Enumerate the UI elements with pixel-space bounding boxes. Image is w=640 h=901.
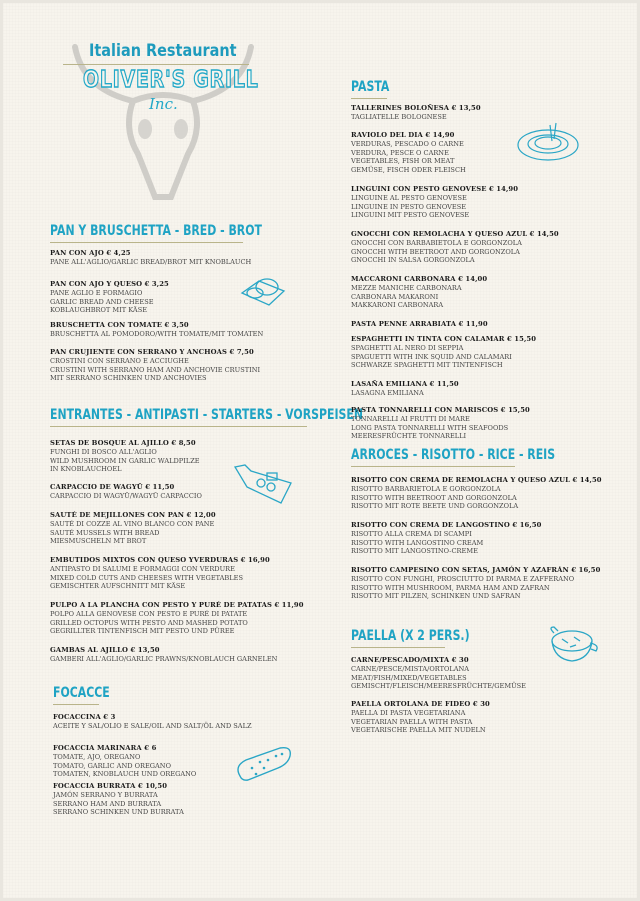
- menu-item-description: MEZZE MANICHE CARBONARA: [351, 283, 462, 292]
- menu-item: [351, 380, 459, 398]
- bread-board-icon: [239, 273, 287, 309]
- menu-item-description: VEGETARIAN PAELLA WITH PASTA: [351, 717, 473, 726]
- menu-item-description: RISOTTO CON FUNGHI, PROSCIUTTO DI PARMA E ZAFFERANO: [351, 574, 575, 583]
- menu-item: [351, 275, 487, 310]
- menu-item: [50, 348, 260, 383]
- menu-item-title: PULPO A LA PLANCHA CON PESTO Y PURÉ DE PATATAS € 11,90: [50, 601, 304, 609]
- menu-item-description: ANTIPASTO DI SALUMI E FORMAGGI CON VERDURE: [50, 564, 235, 573]
- menu-item-description: POLPO ALLA GENOVESE CON PESTO E PURÉ DI PATATE: [50, 609, 248, 618]
- menu-item-description: MEAT/FISH/MIXED/VEGETABLES: [351, 673, 467, 682]
- menu-item: [50, 321, 263, 339]
- section-divider: [50, 426, 307, 427]
- menu-item-description: SAUTÉ DI COZZE AL VINO BLANCO CON PANE: [50, 519, 215, 528]
- menu-item-description: CROSTINI CON SERRANO E ACCIUGHE: [50, 356, 189, 365]
- menu-item-description: VERDURAS, PESCADO O CARNE: [351, 139, 464, 148]
- menu-item-description: KOBLAUGHBROT MIT KÄSE: [50, 306, 148, 315]
- menu-item: [50, 280, 169, 315]
- menu-item: [351, 656, 526, 691]
- menu-item-description: PAELLA DI PASTA VEGETARIANA: [351, 708, 466, 717]
- menu-item-title: CARPACCIO DE WAGYŪ € 11,50: [50, 483, 175, 491]
- menu-item-description: SCHWARZE SPAGHETTI MIT TINTENFISCH: [351, 361, 503, 370]
- menu-item-title: FOCACCIA MARINARA € 6: [53, 744, 157, 752]
- menu-item-description: LINGUINE IN PESTO GENOVESE: [351, 202, 467, 211]
- menu-item-description: TOMATE, AJO, OREGANO: [53, 752, 141, 761]
- menu-item: [351, 185, 518, 220]
- menu-item-title: LINGUINI CON PESTO GENOVESE € 14,90: [351, 185, 519, 193]
- menu-item: [53, 782, 184, 817]
- menu-item-description: GNOCCHI WITH BEETROOT AND GORGONZOLA: [351, 247, 520, 256]
- menu-item-title: LASAÑA EMILIANA € 11,50: [351, 380, 459, 388]
- menu-item-description: LINGUINI MIT PESTO GENOVESE: [351, 211, 470, 220]
- menu-item-title: PASTA TONNARELLI CON MARISCOS € 15,50: [351, 406, 530, 414]
- menu-item: [351, 476, 602, 511]
- menu-item-title: BRUSCHETTA CON TOMATE € 3,50: [50, 321, 189, 329]
- menu-item-description: IN KNOBLAUCHOEL: [50, 465, 122, 474]
- menu-item-description: LONG PASTA TONNARELLI WITH SEAFOODS: [351, 423, 509, 432]
- menu-item-title: GAMBAS AL AJILLO € 13,50: [50, 646, 160, 654]
- menu-item-description: RISOTTO BARBARIETOLA E GORGONZOLA: [351, 484, 501, 493]
- menu-item-description: SERRANO SCHINKEN UND BURRATA: [53, 808, 184, 817]
- menu-item: [53, 713, 252, 731]
- menu-item-description: TOMATO, GARLIC AND OREGANO: [53, 761, 171, 770]
- menu-item-title: MACCARONI CARBONARA € 14,00: [351, 275, 488, 283]
- section-title-pasta: PASTA: [351, 79, 390, 95]
- menu-item: [53, 744, 196, 779]
- menu-item: [351, 406, 530, 441]
- menu-item-description: RISOTTO MIT LANGOSTINO-CREME: [351, 547, 478, 556]
- menu-item-description: MEERESFRÜCHTE TONNARELLI: [351, 432, 467, 441]
- menu-item-description: VEGETABLES, FISH OR MEAT: [351, 157, 455, 166]
- restaurant-suffix: Inc.: [149, 95, 178, 113]
- menu-item: [50, 439, 200, 474]
- menu-item-description: ACEITE Y SAL/OLIO E SALE/OIL AND SALT/ÖL AND SALZ: [53, 721, 252, 730]
- menu-item-description: GEMÜSE, FISCH ODER FLEISCH: [351, 166, 466, 175]
- menu-item-description: GEGRILLTER TINTENFISCH MIT PESTO UND PÜREE: [50, 627, 235, 636]
- menu-item-description: PANE ALL'AGLIO/GARLIC BREAD/BROT MIT KNOBLAUCH: [50, 257, 252, 266]
- menu-item-description: CARNE/PESCE/MISTA/ORTOLANA: [351, 664, 470, 673]
- section-divider: [351, 98, 387, 99]
- menu-item-description: TONNARELLI AI FRUTTI DI MARE: [351, 414, 470, 423]
- menu-item-description: GNOCCHI CON BARBABIETOLA E GORGONZOLA: [351, 238, 522, 247]
- section-divider: [351, 647, 445, 648]
- menu-item: [50, 249, 251, 267]
- menu-item-title: FOCACCIA BURRATA € 10,50: [53, 782, 168, 790]
- menu-item-description: GEMISCHT/FLEISCH/MEERESFRÜCHTE/GEMÜSE: [351, 682, 526, 691]
- menu-item: [50, 556, 270, 591]
- menu-item-title: RISOTTO CAMPESINO CON SETAS, JAMÓN Y AZAFRÁN € 16,50: [351, 566, 601, 574]
- menu-item-title: PAN CON AJO € 4,25: [50, 249, 131, 257]
- menu-item-description: RISOTTO WITH LANGOSTINO CREAM: [351, 538, 484, 547]
- section-divider: [53, 704, 99, 705]
- section-title-paella: PAELLA (X 2 PERS.): [351, 628, 470, 644]
- section-title-entrantes: ENTRANTES - ANTIPASTI - STARTERS - VORSPEISEN: [50, 407, 363, 423]
- menu-item-description: VEGETARISCHE PAELLA MIT NUDELN: [351, 726, 486, 735]
- menu-item-description: CRUSTINI WITH SERRANO HAM AND ANCHOVIE CRUSTINI: [50, 365, 261, 374]
- menu-item-title: FOCACCINA € 3: [53, 713, 116, 721]
- menu-item-description: LASAGNA EMILIANA: [351, 388, 424, 397]
- menu-item-title: GNOCCHI CON REMOLACHA Y QUESO AZUL € 14,50: [351, 230, 559, 238]
- menu-item-description: MAKKARONI CARBONARA: [351, 301, 444, 310]
- menu-item-description: CARPACCIO DI WAGYŪ/WAGYŪ CARPACCIO: [50, 491, 202, 500]
- menu-item-description: SPAGHETTI AL NERO DI SEPPIA: [351, 343, 464, 352]
- menu-item-description: MIESMUSCHELN MT BROT: [50, 537, 147, 546]
- menu-item: [351, 320, 488, 329]
- menu-item-title: CARNE/PESCADO/MIXTA € 30: [351, 656, 469, 664]
- section-title-pan: PAN Y BRUSCHETTA - BRED - BROT: [50, 223, 262, 239]
- menu-item-description: VERDURA, PESCE O CARNE: [351, 148, 449, 157]
- section-divider: [50, 242, 243, 243]
- menu-item: [50, 483, 202, 501]
- menu-page: [3, 3, 637, 898]
- menu-item-title: SAUTÉ DE MEJILLONES CON PAN € 12,00: [50, 511, 216, 519]
- menu-item-title: RISOTTO CON CREMA DE REMOLACHA Y QUESO AZUL € 14,50: [351, 476, 602, 484]
- menu-item-description: JAMÓN SERRANO Y BURRATA: [53, 790, 158, 799]
- menu-item-description: RISOTTO WITH MUSHROOM, PARMA HAM AND ZAFRAN: [351, 583, 550, 592]
- menu-item-description: GNOCCHI IN SALSA GORGONZOLA: [351, 256, 475, 265]
- menu-item-description: MIXED COLD CUTS AND CHEESES WITH VEGETABLES: [50, 573, 243, 582]
- menu-item-description: WILD MUSHROOM IN GARLIC WALDPILZE: [50, 456, 200, 465]
- menu-item-title: RISOTTO CON CREMA DE LANGOSTINO € 16,50: [351, 521, 542, 529]
- menu-item: [351, 131, 466, 175]
- menu-item-title: RAVIOLO DEL DIA € 14,90: [351, 131, 455, 139]
- logo-divider: [63, 64, 249, 65]
- menu-item: [50, 646, 277, 664]
- menu-item: [50, 601, 304, 636]
- section-divider: [351, 466, 515, 467]
- menu-item-description: GRILLED OCTOPUS WITH PESTO AND MASHED POTATO: [50, 618, 248, 627]
- menu-item-title: PAELLA ORTOLANA DE FIDEO € 30: [351, 700, 490, 708]
- menu-item: [351, 700, 490, 735]
- menu-item-description: RISOTTO WITH BEETROOT AND GORGONZOLA: [351, 493, 517, 502]
- menu-item-description: TAGLIATELLE BOLOGNESE: [351, 112, 447, 121]
- menu-item-description: FUNGHI DI BOSCO ALL'AGLIO: [50, 447, 157, 456]
- menu-item-description: BRUSCHETTA AL POMODORO/WITH TOMATE/MIT TOMATEN: [50, 329, 264, 338]
- menu-item-title: ESPAGHETTI IN TINTA CON CALAMAR € 15,50: [351, 335, 537, 343]
- menu-item: [351, 521, 542, 556]
- section-title-focacce: FOCACCE: [53, 685, 110, 701]
- charcuterie-board-icon: [231, 461, 297, 507]
- pasta-plate-icon: [516, 119, 580, 163]
- menu-item: [351, 566, 600, 601]
- menu-item-title: PASTA PENNE ARRABIATA € 11,90: [351, 320, 488, 328]
- menu-item-title: PAN CRUJIENTE CON SERRANO Y ANCHOAS € 7,50: [50, 348, 254, 356]
- menu-item-description: SAUTÉ MUSSELS WITH BREAD: [50, 528, 160, 537]
- menu-item-title: EMBUTIDOS MIXTOS CON QUESO YVERDURAS € 16,90: [50, 556, 270, 564]
- restaurant-tagline: Italian Restaurant: [89, 41, 237, 61]
- focaccia-icon: [234, 744, 294, 784]
- menu-item-description: LINGUINE AL PESTO GENOVESE: [351, 193, 467, 202]
- menu-item-description: RISOTTO MIT PILZEN, SCHINKEN UND SAFRAN: [351, 592, 521, 601]
- menu-item-description: GARLIC BREAD AND CHEESE: [50, 297, 154, 306]
- restaurant-name: OLIVER'S GRILL: [83, 67, 259, 93]
- menu-item-description: SERRANO HAM AND BURRATA: [53, 799, 162, 808]
- menu-item-description: PANE AGLIO E FORMAGIO: [50, 288, 143, 297]
- paella-pan-icon: [546, 623, 602, 667]
- menu-item-description: MIT SERRANO SCHINKEN UND ANCHOVIES: [50, 374, 207, 383]
- menu-item-title: SETAS DE BOSQUE AL AJILLO € 8,50: [50, 439, 196, 447]
- menu-item-title: PAN CON AJO Y QUESO € 3,25: [50, 280, 169, 288]
- menu-item-description: CARBONARA MAKARONI: [351, 292, 439, 301]
- menu-item: [50, 511, 216, 546]
- menu-item-description: SPAGUETTI WITH INK SQUID AND CALAMARI: [351, 352, 512, 361]
- section-title-arroces: ARROCES - RISOTTO - RICE - REIS: [351, 447, 556, 463]
- menu-item-title: TALLERINES BOLOÑESA € 13,50: [351, 104, 481, 112]
- menu-item: [351, 230, 559, 265]
- menu-item-description: RISOTTO MIT ROTE BEETE UND GORGONZOLA: [351, 502, 519, 511]
- menu-item-description: RISOTTO ALLA CREMA DI SCAMPI: [351, 529, 472, 538]
- menu-item-description: GAMBERI ALL'AGLIO/GARLIC PRAWNS/KNOBLAUCH GARNELEN: [50, 654, 278, 663]
- menu-item-description: TOMATEN, KNOBLAUCH UND OREGANO: [53, 770, 197, 779]
- menu-item: [351, 104, 481, 122]
- menu-item-description: GEMISCHTER AUFSCHNITT MIT KÄSE: [50, 582, 186, 591]
- menu-item: [351, 335, 536, 370]
